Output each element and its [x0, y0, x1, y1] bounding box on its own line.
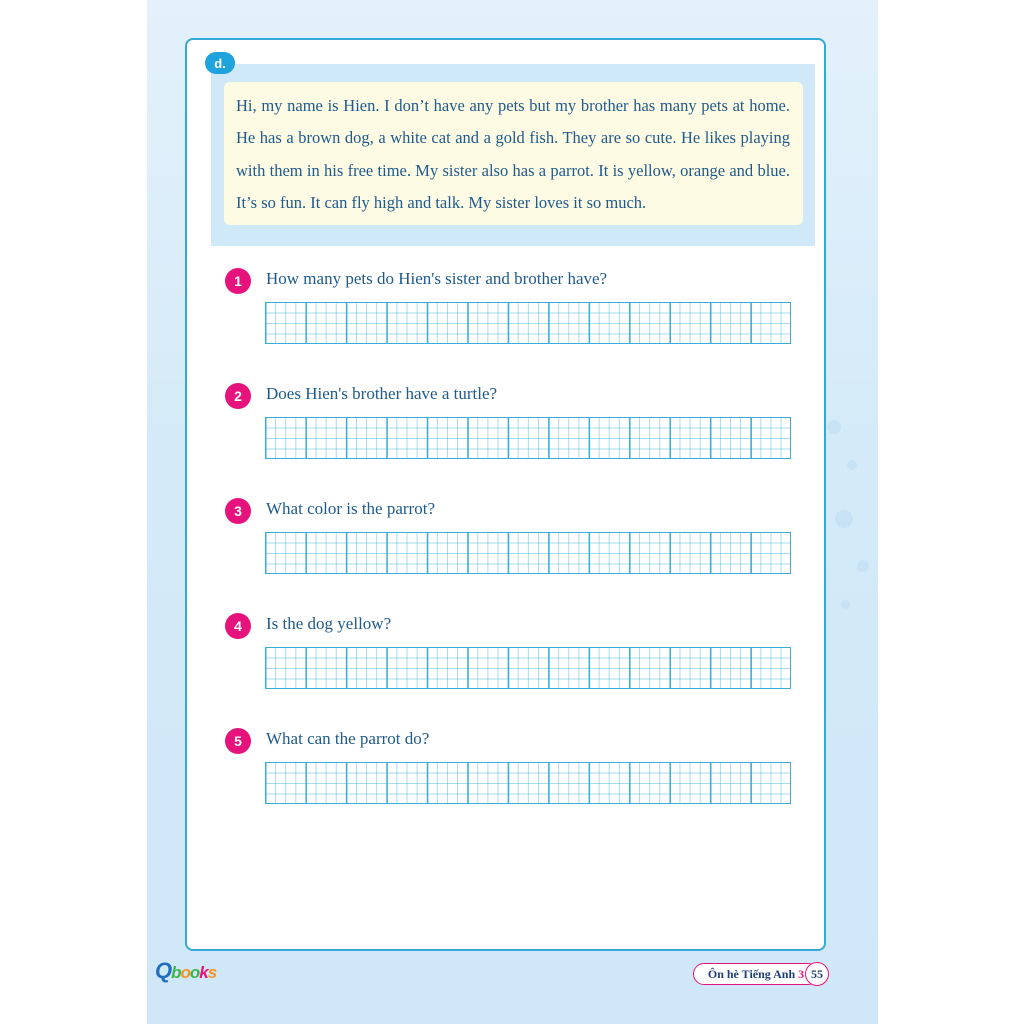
- exercise-card: [185, 38, 826, 951]
- answer-grid[interactable]: [265, 417, 791, 459]
- book-page: [147, 0, 878, 1024]
- question-number: 4: [225, 613, 251, 639]
- decorative-dot: [841, 600, 850, 609]
- book-title: Ôn hè Tiếng Anh: [707, 966, 796, 981]
- decorative-dot: [835, 510, 853, 528]
- reading-passage: Hi, my name is Hien. I don’t have any pets but my brother has many pets at home. He has a brown dog, a white cat and a gold fish. They are so cute. He likes playing with them in his free time. My sister also has a parrot. It is yellow, orange and blue. It’s so fun. It can fly high and talk. My sister loves it so much.: [236, 96, 790, 213]
- question-number: 5: [225, 728, 251, 754]
- question-text: Does Hien's brother have a turtle?: [266, 384, 498, 403]
- exercise-label: d.: [205, 52, 235, 74]
- page-number: 55: [805, 962, 829, 986]
- answer-grid[interactable]: [265, 302, 791, 344]
- book-grade: 3: [798, 966, 805, 981]
- decorative-dot: [857, 560, 869, 572]
- book-title-badge: [693, 963, 819, 985]
- reading-passage-box: [224, 82, 803, 225]
- question-text: What color is the parrot?: [266, 499, 435, 518]
- question-number: 2: [225, 383, 251, 409]
- answer-grid[interactable]: [265, 532, 791, 574]
- reading-band: [211, 64, 815, 246]
- decorative-dot: [847, 460, 857, 470]
- question-number: 1: [225, 268, 251, 294]
- publisher-logo: Qbooks: [155, 958, 217, 983]
- question-number: 3: [225, 498, 251, 524]
- decorative-dot: [827, 420, 841, 434]
- answer-grid[interactable]: [265, 762, 791, 804]
- question-text: What can the parrot do?: [266, 729, 430, 748]
- question-text: How many pets do Hien's sister and brother have?: [266, 269, 608, 288]
- question-text: Is the dog yellow?: [266, 614, 392, 633]
- answer-grid[interactable]: [265, 647, 791, 689]
